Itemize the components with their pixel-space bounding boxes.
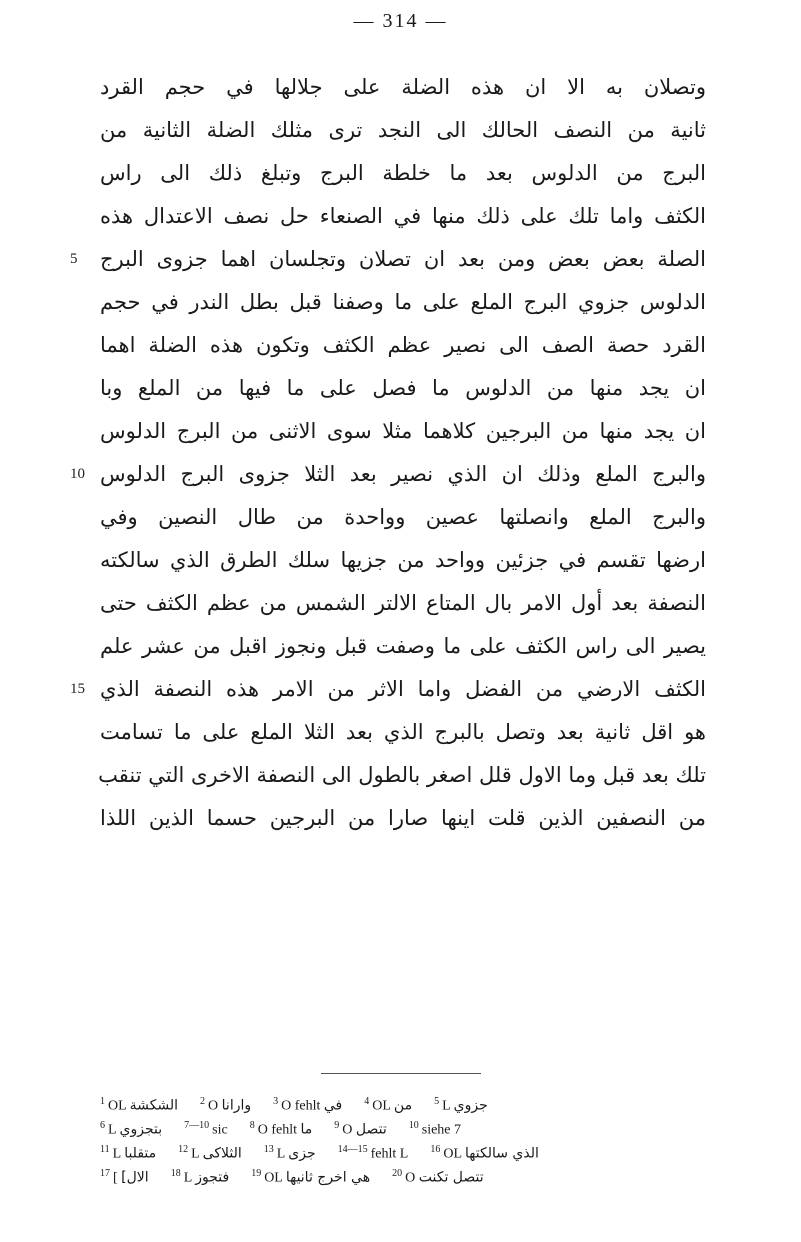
footnote-label: O fehlt — [257, 1122, 297, 1138]
footnote-arabic: فتجوز — [195, 1169, 230, 1186]
line-text: القرد حصة الصف الى نصير عظم الكثف وتكون هذه الضلة اهما — [100, 333, 706, 357]
footnote — [392, 1162, 484, 1186]
text-line — [100, 66, 706, 109]
footnote — [434, 1090, 488, 1114]
line-number: 5 — [70, 251, 78, 267]
footnote-number: 9 — [334, 1120, 340, 1131]
footnote-label: OL — [108, 1098, 127, 1114]
text-line — [100, 582, 706, 625]
footnote — [264, 1138, 316, 1162]
footnote — [171, 1162, 230, 1186]
footnote-arabic: متقلبا — [124, 1145, 157, 1162]
text-line — [100, 539, 706, 582]
footnote-number: 13 — [263, 1144, 274, 1155]
arabic-body-text — [70, 66, 706, 840]
footnote-label: O — [405, 1170, 416, 1186]
text-line — [70, 453, 706, 496]
line-number: 10 — [70, 466, 85, 482]
footnote-label: L — [112, 1146, 121, 1162]
footnote — [250, 1114, 313, 1138]
footnote-label: L — [442, 1098, 451, 1114]
text-line — [100, 195, 706, 238]
footnote-arabic: الثلاكى — [202, 1145, 242, 1162]
footnote-number: 3 — [273, 1096, 279, 1107]
footnote-arabic: هي اخرج ثانيها — [285, 1169, 371, 1186]
text-line — [100, 625, 706, 668]
footnote-arabic: من — [393, 1097, 413, 1114]
footnotes — [100, 1090, 740, 1186]
line-text: ان يجد منها من البرجين كلاهما مثلا سوى الاثنى من البرج الدلوس — [100, 419, 706, 443]
footnote — [273, 1090, 342, 1114]
text-line — [70, 238, 706, 281]
footnote — [100, 1162, 149, 1186]
line-text: والبرج الملع وانصلتها عصين وواحدة من طال النصين وفي — [100, 505, 706, 529]
line-text: هو اقل ثانية بعد وتصل بالبرج الذي بعد الثلا الملع على ما تسامت — [100, 720, 706, 744]
line-text: يصير الى راس الكثف على ما وصفت قبل ونجوز اقبل من عشر علم — [100, 634, 706, 658]
footnote-row — [100, 1138, 740, 1162]
footnote-number: 10 — [408, 1120, 419, 1131]
footnote — [251, 1162, 370, 1186]
footnote-arabic: تتصل — [355, 1121, 387, 1138]
text-line — [100, 496, 706, 539]
line-number: 15 — [70, 681, 85, 697]
footnote-number: 12 — [178, 1144, 189, 1155]
footnote-number: 2 — [200, 1096, 206, 1107]
footnote — [100, 1090, 178, 1114]
footnote — [430, 1138, 539, 1162]
line-text: الكثف الارضي من الفضل واما الاثر من الامر هذه النصفة الذي — [100, 677, 706, 701]
footnote-label: O — [208, 1098, 219, 1114]
footnote-arabic: الشكشة — [129, 1097, 179, 1114]
footnote-label: OL — [264, 1170, 283, 1186]
footnote-arabic: جزوي — [453, 1097, 488, 1114]
text-line — [100, 410, 706, 453]
footnote-number: 17 — [100, 1168, 110, 1179]
line-text: الصلة بعض بعض ومن بعد ان تصلان وتجلسان اهما جزوى البرج — [100, 247, 706, 271]
footnote-label: [ — [113, 1170, 118, 1186]
line-text: النصفة بعد أول الامر بال المتاع الالتر الشمس من عظم الكثف حتى — [100, 591, 706, 615]
footnote-label: L — [191, 1146, 200, 1162]
line-text: من النصفين الذين قلت اينها صارا من البرجين حسما الذين اللذا — [100, 806, 706, 830]
footnote-label: siehe 7 — [421, 1122, 462, 1138]
footnote-row — [100, 1090, 740, 1114]
footnote-arabic: وارانا — [221, 1097, 252, 1114]
footnote — [200, 1090, 251, 1114]
text-line — [100, 152, 706, 195]
line-text: وتصلان به الا ان هذه الضلة على جلالها في حجم القرد — [100, 75, 706, 99]
footnote-label: O — [342, 1122, 353, 1138]
line-text: والبرج الملع وذلك ان الذي نصير بعد الثلا جزوى البرج الدلوس — [100, 462, 706, 486]
footnote-number: 8 — [249, 1120, 255, 1131]
line-text: ان يجد منها من الدلوس ما فصل على ما فيها من الملع وبا — [100, 376, 706, 400]
text-line — [100, 367, 706, 410]
footnote — [100, 1138, 156, 1162]
footnote-number: 16 — [430, 1144, 441, 1155]
footnote-number: 6 — [100, 1120, 105, 1131]
footnote-number: 5 — [434, 1096, 440, 1107]
footnote-number: 1 — [100, 1096, 105, 1107]
footnote-label: sic — [212, 1122, 228, 1138]
line-text: ارضها تقسم في جزئين وواحد من جزيها سلك الطرق الذي سالكته — [100, 548, 706, 572]
line-text: الدلوس جزوي البرج الملع على ما وصفنا قبل بطل الندر في حجم — [100, 290, 706, 314]
footnote — [334, 1114, 387, 1138]
text-line — [100, 281, 706, 324]
text-line — [100, 109, 706, 152]
footnote-number: 20 — [392, 1168, 403, 1179]
footnote — [409, 1114, 461, 1138]
footnote-arabic: جزى — [288, 1145, 316, 1162]
footnote-arabic: تتصل تكنت — [418, 1169, 484, 1186]
footnote-arabic: بتجزوي — [119, 1121, 163, 1138]
footnote-label: L — [183, 1170, 192, 1186]
page-number: — 314 — — [353, 10, 448, 32]
footnote-number: 7—10 — [184, 1120, 210, 1131]
footnote-row — [100, 1114, 740, 1138]
footnote-label: L — [108, 1122, 117, 1138]
text-line — [100, 711, 706, 754]
footnote-number: 14—15 — [337, 1144, 368, 1155]
footnote-label: OL — [372, 1098, 391, 1114]
line-text: تلك بعد قبل وما الاول قلل اصغر بالطول الى النصفة الاخرى التي تنقب — [98, 763, 706, 787]
footnote-label: fehlt L — [370, 1146, 409, 1162]
line-text: ثانية من النصف الحالك الى النجد ترى مثلك الضلة الثانية من — [100, 118, 706, 142]
text-line — [100, 797, 706, 840]
text-line — [100, 324, 706, 367]
footnote-arabic: في — [323, 1097, 343, 1114]
footnote-arabic: ما — [300, 1121, 313, 1138]
line-text: الكثف واما تلك على ذلك منها في الصنعاء حل نصف الاعتدال هذه — [100, 204, 706, 228]
footnote-number: 11 — [100, 1144, 110, 1155]
footnote — [184, 1114, 228, 1138]
footnote-number: 4 — [364, 1096, 370, 1107]
footnote-arabic: الال] — [121, 1169, 149, 1186]
footnote-divider — [321, 1073, 481, 1074]
footnote — [100, 1114, 162, 1138]
footnote-row — [100, 1162, 740, 1186]
line-text: البرج من الدلوس بعد ما خلطة البرج وتبلغ ذلك الى راس — [100, 161, 706, 185]
footnote — [338, 1138, 409, 1162]
footnote-label: L — [276, 1146, 285, 1162]
text-line — [100, 754, 706, 797]
footnote — [364, 1090, 412, 1114]
footnote-label: O fehlt — [281, 1098, 321, 1114]
text-line — [70, 668, 706, 711]
footnote-number: 18 — [170, 1168, 181, 1179]
footnote-number: 19 — [251, 1168, 262, 1179]
footnote-arabic: الذي سالكتها — [465, 1145, 539, 1162]
footnote — [178, 1138, 242, 1162]
footnote-label: OL — [443, 1146, 462, 1162]
